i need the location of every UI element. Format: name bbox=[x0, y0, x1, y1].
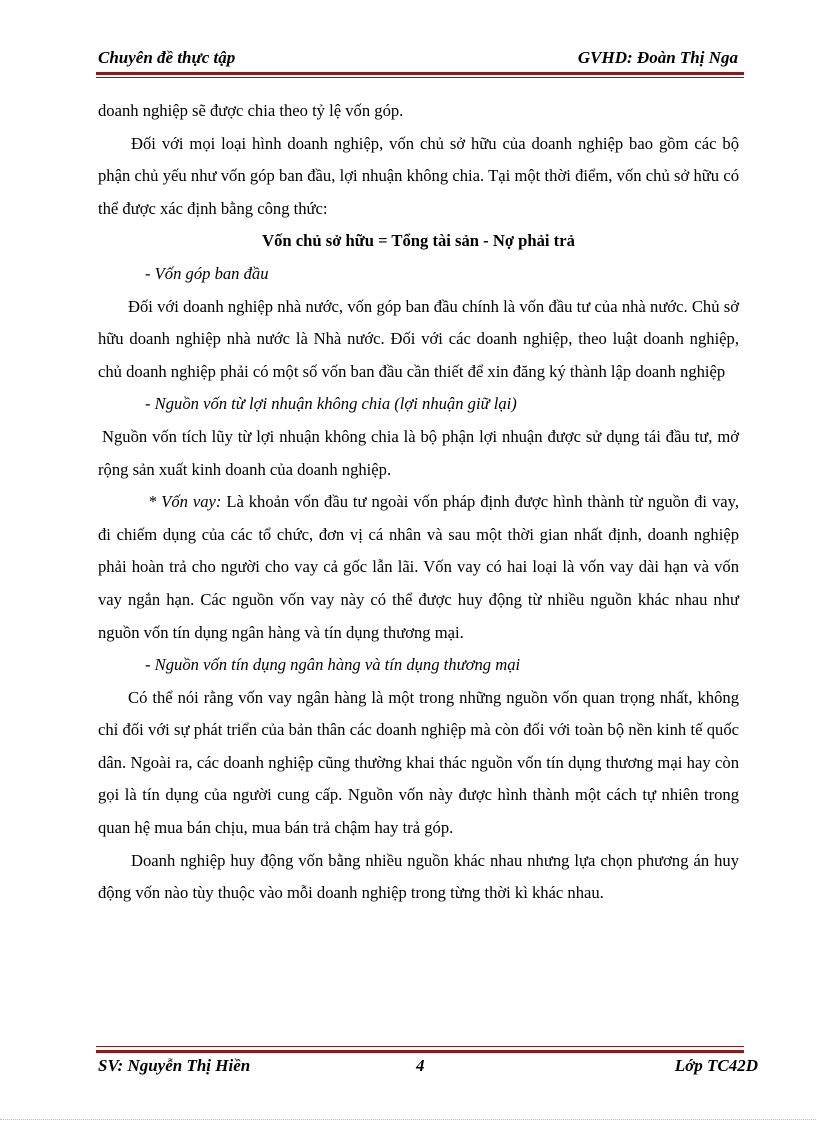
footer-rule-thick bbox=[96, 1050, 744, 1053]
header-rule-thick bbox=[96, 72, 744, 75]
paragraph-initial-capital: Đối với doanh nghiệp nhà nước, vốn góp ban đầu chính là vốn đầu tư của nhà nước. Chủ sở hữu doanh nghiệp nhà nước là Nhà nước. Đối với các doanh nghiệp, theo luật doanh nghiệp, chủ doanh nghiệp phải có một số vốn ban đầu cần thiết để xin đăng ký thành lập doanh nghiệp bbox=[98, 296, 739, 381]
footer-student-name: SV: Nguyễn Thị Hiền bbox=[98, 1056, 251, 1075]
equity-formula: Vốn chủ sở hữu = Tổng tài sản - Nợ phải trả bbox=[262, 231, 575, 251]
paragraph-retained-earnings: Nguồn vốn tích lũy từ lợi nhuận không chia là bộ phận lợi nhuận được sử dụng tái đầu tư, mở rộng sản xuất kinh doanh của doanh nghiệp. bbox=[98, 426, 739, 479]
page-header bbox=[98, 48, 738, 70]
paragraph-equity: Đối với mọi loại hình doanh nghiệp, vốn chủ sở hữu của doanh nghiệp bao gồm các bộ phận chủ yếu như vốn góp ban đầu, lợi nhuận không chia. Tại một thời điểm, vốn chủ sở hữu có thể được xác định bằng công thức: bbox=[98, 133, 739, 218]
borrowed-capital-label: * Vốn vay: bbox=[148, 492, 222, 512]
page-number: 4 bbox=[416, 1056, 425, 1075]
document-body bbox=[98, 95, 739, 910]
borrowed-capital-text: Là khoản vốn đầu tư ngoài vốn pháp định được hình thành từ nguồn đi vay, đi chiếm dụng của các tổ chức, đơn vị cá nhân và sau một thời gian nhất định, doanh nghiệp phải hoàn trả cho người cho vay cả gốc lẫn lãi. Vốn vay có hai loại là vốn vay dài hạn và vốn vay ngắn hạn. Các nguồn vốn vay này có thể được huy động từ nhiều nguồn khác nhau như nguồn vốn tín dụng ngân hàng và tín dụng thương mại. bbox=[98, 492, 739, 642]
paragraph-bank-credit: Có thể nói rằng vốn vay ngân hàng là một trong những nguồn vốn quan trọng nhất, không chỉ đối với sự phát triển của bản thân các doanh nghiệp mà còn đối với toàn bộ nền kinh tế quốc dân. Ngoài ra, các doanh nghiệp cũng thường khai thác nguồn vốn tín dụng thương mại hay còn gọi là tín dụng của người cung cấp. Nguồn vốn này được hình thành một cách tự nhiên trong quan hệ mua bán chịu, mua bán trả chậm hay trả góp. bbox=[98, 687, 739, 838]
paragraph-borrowed-capital bbox=[98, 486, 739, 649]
heading-bank-credit: - Nguồn vốn tín dụng ngân hàng và tín dụng thương mại bbox=[145, 655, 521, 675]
header-rule-thin bbox=[96, 77, 744, 78]
page-bottom-dotted-line bbox=[0, 1119, 816, 1120]
page-footer bbox=[98, 1056, 758, 1078]
header-supervisor: GVHD: Đoàn Thị Nga bbox=[577, 48, 738, 67]
paragraph-conclusion: Doanh nghiệp huy động vốn bằng nhiều nguồn khác nhau nhưng lựa chọn phương án huy động vốn nào tùy thuộc vào mỗi doanh nghiệp trong từng thời kì khác nhau. bbox=[98, 850, 739, 903]
footer-rule-thin bbox=[96, 1046, 744, 1047]
heading-retained-earnings: - Nguồn vốn từ lợi nhuận không chia (lợi nhuận giữ lại) bbox=[145, 394, 517, 414]
footer-class: Lớp TC42D bbox=[674, 1056, 758, 1075]
heading-initial-capital: - Vốn góp ban đầu bbox=[145, 263, 269, 283]
paragraph-continuation: doanh nghiệp sẽ được chia theo tỷ lệ vốn góp. bbox=[98, 101, 404, 120]
header-document-title: Chuyên đề thực tập bbox=[98, 48, 236, 67]
